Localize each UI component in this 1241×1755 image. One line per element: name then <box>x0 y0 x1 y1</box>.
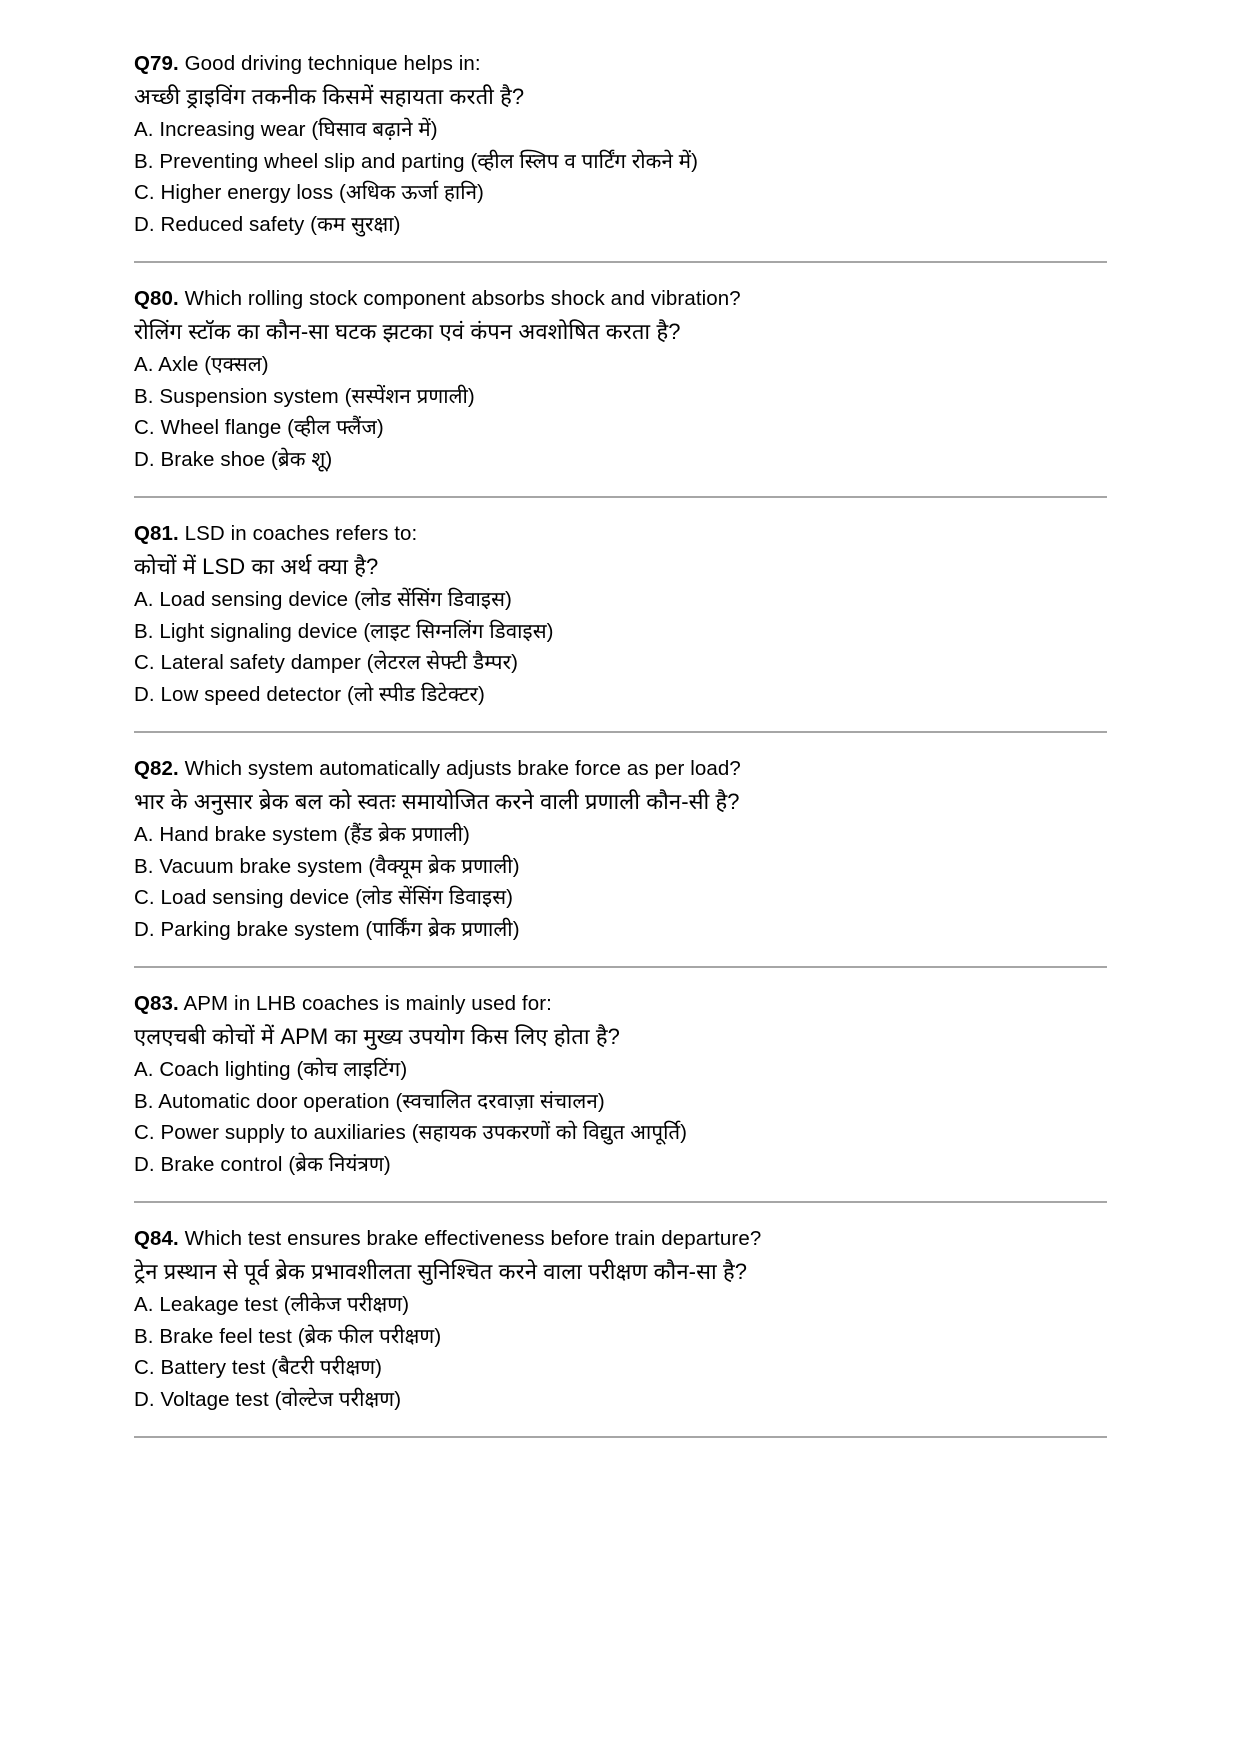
question-separator <box>134 710 1107 753</box>
question-block <box>134 1223 1107 1415</box>
option-c[interactable]: C. Battery test (बैटरी परीक्षण) <box>134 1356 383 1379</box>
question-stem-english-text: Good driving technique helps in: <box>184 52 481 75</box>
option-c[interactable]: C. Lateral safety damper (लेटरल सेफ्टी डैम्पर) <box>134 651 518 674</box>
question-stem-hindi: कोचों में LSD का अर्थ क्या है? <box>134 554 379 579</box>
question-block <box>134 753 1107 945</box>
divider-line <box>134 1436 1107 1438</box>
question-separator <box>134 1415 1107 1458</box>
option-a[interactable]: A. Load sensing device (लोड सेंसिंग डिवाइस) <box>134 588 512 611</box>
option-d[interactable]: D. Voltage test (वोल्टेज परीक्षण) <box>134 1387 402 1411</box>
option-b[interactable]: B. Automatic door operation (स्वचालित दरवाज़ा संचालन) <box>134 1089 605 1113</box>
option-b[interactable]: B. Brake feel test (ब्रेक फील परीक्षण) <box>134 1324 442 1348</box>
question-stem-english <box>134 283 1107 314</box>
question-stem-english <box>134 48 1107 79</box>
question-stem-hindi: भार के अनुसार ब्रेक बल को स्वतः समायोजित करने वाली प्रणाली कौन-सी है? <box>134 789 740 814</box>
question-stem-english-text: LSD in coaches refers to: <box>184 522 418 545</box>
option-a[interactable]: A. Increasing wear (घिसाव बढ़ाने में) <box>134 118 438 141</box>
question-stem-english <box>134 988 1107 1019</box>
question-separator <box>134 240 1107 283</box>
question-block <box>134 283 1107 475</box>
question-number: Q82. <box>134 757 179 780</box>
option-d[interactable]: D. Reduced safety (कम सुरक्षा) <box>134 212 401 236</box>
question-stem-english <box>134 1223 1107 1254</box>
option-c[interactable]: C. Load sensing device (लोड सेंसिंग डिवाइस) <box>134 886 514 909</box>
question-separator <box>134 945 1107 988</box>
option-b[interactable]: B. Suspension system (सस्पेंशन प्रणाली) <box>134 384 475 408</box>
question-stem-english <box>134 753 1107 784</box>
option-b[interactable]: B. Vacuum brake system (वैक्यूम ब्रेक प्रणाली) <box>134 854 520 878</box>
question-number: Q83. <box>134 992 179 1015</box>
option-d[interactable]: D. Brake shoe (ब्रेक शू) <box>134 447 333 471</box>
option-c[interactable]: C. Higher energy loss (अधिक ऊर्जा हानि) <box>134 181 484 204</box>
question-number: Q79. <box>134 52 179 75</box>
question-stem-english-text: Which rolling stock component absorbs shock and vibration? <box>184 287 741 310</box>
question-number: Q81. <box>134 522 179 545</box>
option-a[interactable]: A. Axle (एक्सल) <box>134 353 269 376</box>
question-separator <box>134 475 1107 518</box>
question-number: Q80. <box>134 287 179 310</box>
question-stem-hindi: ट्रेन प्रस्थान से पूर्व ब्रेक प्रभावशीलता सुनिश्चित करने वाला परीक्षण कौन-सा है? <box>134 1259 748 1284</box>
question-stem-hindi: रोलिंग स्टॉक का कौन-सा घटक झटका एवं कंपन अवशोषित करता है? <box>134 319 681 344</box>
option-d[interactable]: D. Low speed detector (लो स्पीड डिटेक्टर) <box>134 682 485 706</box>
question-block <box>134 518 1107 710</box>
question-stem-english-text: APM in LHB coaches is mainly used for: <box>183 992 552 1015</box>
option-a[interactable]: A. Coach lighting (कोच लाइटिंग) <box>134 1058 408 1081</box>
question-block <box>134 48 1107 240</box>
question-stem-english-text: Which test ensures brake effectiveness before train departure? <box>184 1227 762 1250</box>
divider-line <box>134 1201 1107 1203</box>
question-stem-english <box>134 518 1107 549</box>
divider-line <box>134 496 1107 498</box>
option-a[interactable]: A. Hand brake system (हैंड ब्रेक प्रणाली) <box>134 823 470 846</box>
option-a[interactable]: A. Leakage test (लीकेज परीक्षण) <box>134 1293 410 1316</box>
question-block <box>134 988 1107 1180</box>
option-d[interactable]: D. Parking brake system (पार्किंग ब्रेक प्रणाली) <box>134 917 520 941</box>
divider-line <box>134 731 1107 733</box>
option-c[interactable]: C. Power supply to auxiliaries (सहायक उपकरणों को विद्युत आपूर्ति) <box>134 1121 688 1144</box>
option-b[interactable]: B. Preventing wheel slip and parting (व्हील स्लिप व पार्टिंग रोकने में) <box>134 149 699 173</box>
question-number: Q84. <box>134 1227 179 1250</box>
question-stem-hindi: अच्छी ड्राइविंग तकनीक किसमें सहायता करती है? <box>134 84 525 109</box>
question-stem-hindi: एलएचबी कोचों में APM का मुख्य उपयोग किस लिए होता है? <box>134 1024 620 1049</box>
question-stem-english-text: Which system automatically adjusts brake force as per load? <box>184 757 741 780</box>
divider-line <box>134 261 1107 263</box>
question-separator <box>134 1180 1107 1223</box>
option-c[interactable]: C. Wheel flange (व्हील फ्लैंज) <box>134 416 384 439</box>
option-b[interactable]: B. Light signaling device (लाइट सिग्नलिंग डिवाइस) <box>134 619 554 643</box>
divider-line <box>134 966 1107 968</box>
option-d[interactable]: D. Brake control (ब्रेक नियंत्रण) <box>134 1152 391 1176</box>
